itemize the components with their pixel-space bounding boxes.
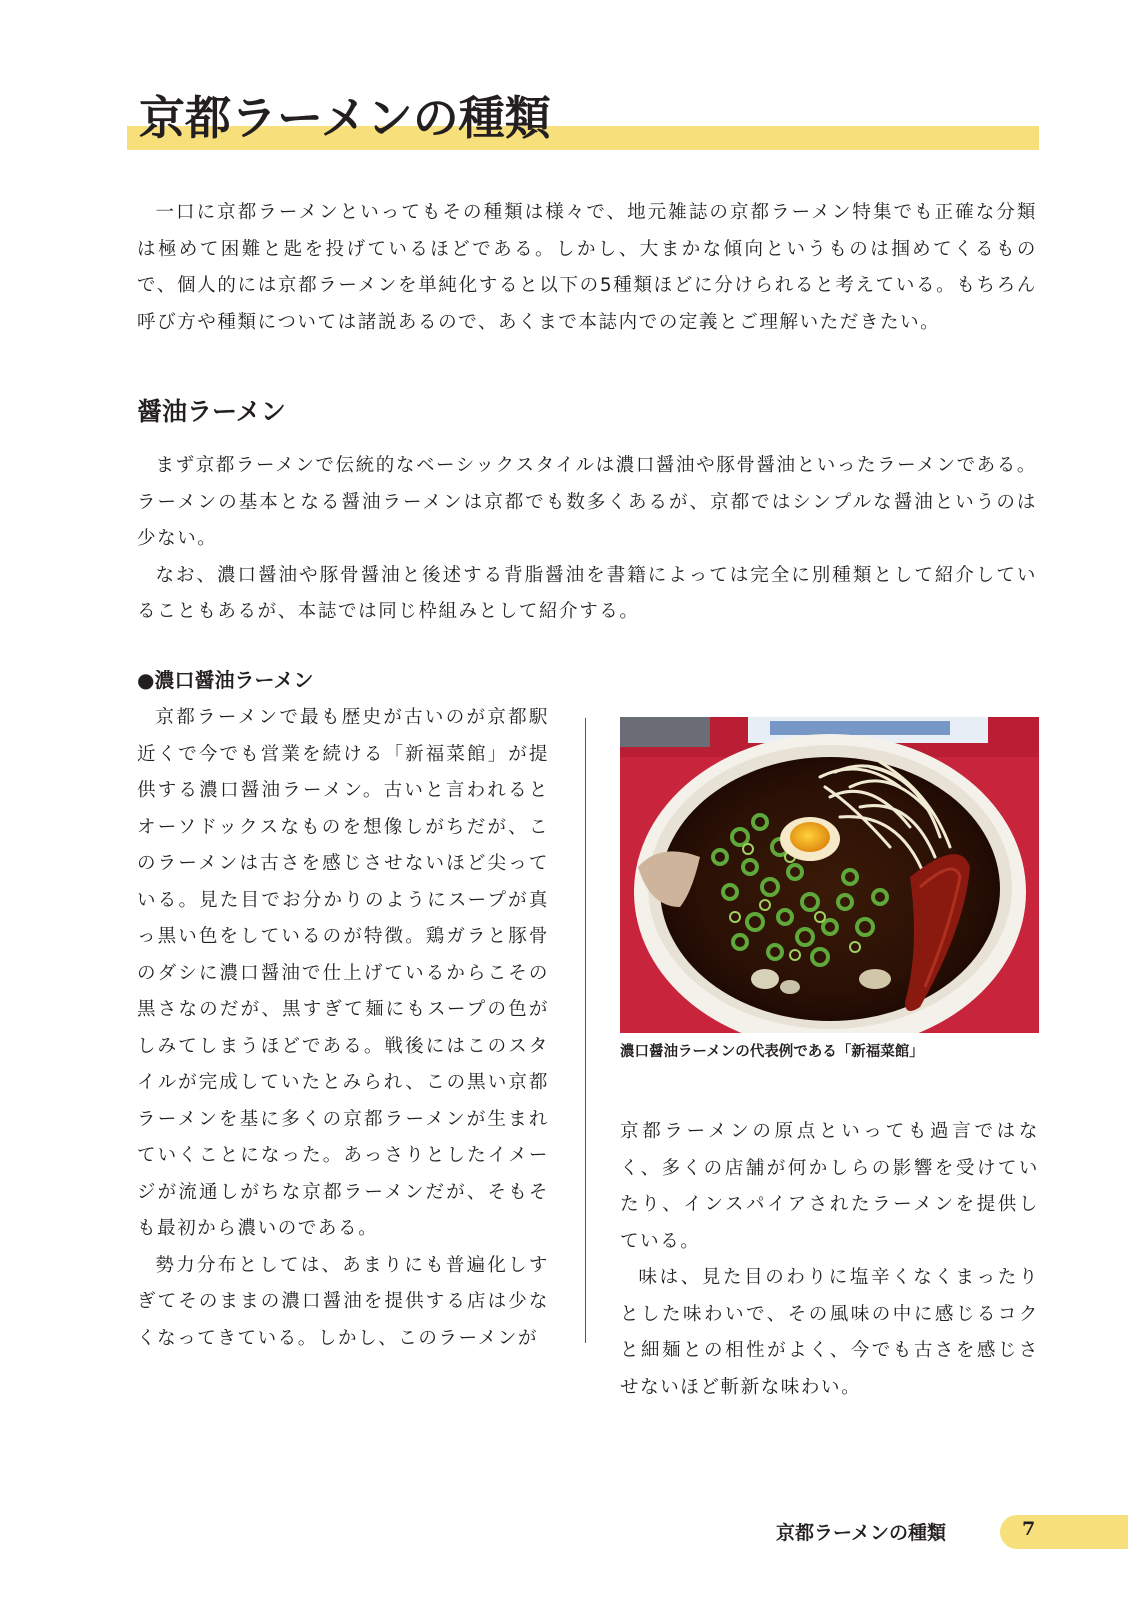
column-divider — [585, 718, 586, 1343]
right-paragraph: 味は、見た目のわりに塩辛くなくまったりとした味わいで、その風味の中に感じるコクと細麺との相性がよく、今でも古さを感じさせないほど斬新な味わい。 — [620, 1267, 1039, 1398]
section-heading: 醤油ラーメン — [137, 397, 286, 426]
page-number: 7 — [1022, 1518, 1036, 1540]
section-body — [137, 448, 1037, 631]
intro-paragraph: 一口に京都ラーメンといってもその種類は様々で、地元雑誌の京都ラーメン特集でも正確な分類は極めて困難と匙を投げているほどである。しかし、大まかな傾向というものは掴めてくるもので、個人的には京都ラーメンを単純化すると以下の5種類ほどに分けられると考えている。もちろん呼び方や種類については諸説あるので、あくまで本誌内での定義とご理解いただきたい。 — [137, 202, 1037, 333]
title-block — [127, 88, 1039, 154]
section-paragraph: なお、濃口醤油や豚骨醤油と後述する背脂醤油を書籍によっては完全に別種類として紹介していることもあるが、本誌では同じ枠組みとして紹介する。 — [137, 564, 1037, 622]
photo-caption: 濃口醤油ラーメンの代表例である「新福菜館」 — [620, 1044, 924, 1060]
right-paragraph: 京都ラーメンの原点といっても過言ではなく、多くの店舗が何かしらの影響を受けていたり、インスパイアされたラーメンを提供している。 — [620, 1121, 1039, 1252]
left-paragraph: 勢力分布としては、あまりにも普遍化しすぎてそのままの濃口醤油を提供する店は少なくなってきている。しかし、このラーメンが — [137, 1254, 549, 1349]
intro-text — [137, 195, 1037, 341]
page-number-tab — [1000, 1515, 1128, 1549]
left-column — [137, 700, 549, 1357]
footer-running-title: 京都ラーメンの種類 — [776, 1522, 947, 1544]
subsection-heading: ●濃口醤油ラーメン — [137, 668, 314, 692]
left-paragraph: 京都ラーメンで最も歴史が古いのが京都駅近くで今でも営業を続ける「新福菜館」が提供する濃口醤油ラーメン。古いと言われるとオーソドックスなものを想像しがちだが、このラーメンは古さを感じさせないほど尖っている。見た目でお分かりのようにスープが真っ黒い色をしているのが特徴。鶏ガラと豚骨のダシに濃口醤油で仕上げているからこその黒さなのだが、黒すぎて麺にもスープの色がしみてしまうほどである。戦後にはこのスタイルが完成していたとみられ、この黒い京都ラーメンを基に多くの京都ラーメンが生まれていくことになった。あっさりとしたイメージが流通しがちな京都ラーメンだが、そもそも最初から濃いのである。 — [137, 707, 549, 1239]
right-column — [620, 1114, 1039, 1406]
ramen-photo — [620, 717, 1039, 1033]
page-title: 京都ラーメンの種類 — [139, 91, 551, 145]
section-paragraph: まず京都ラーメンで伝統的なベーシックスタイルは濃口醤油や豚骨醤油といったラーメンである。ラーメンの基本となる醤油ラーメンは京都でも数多くあるが、京都ではシンプルな醤油というのは少ない。 — [137, 455, 1037, 549]
